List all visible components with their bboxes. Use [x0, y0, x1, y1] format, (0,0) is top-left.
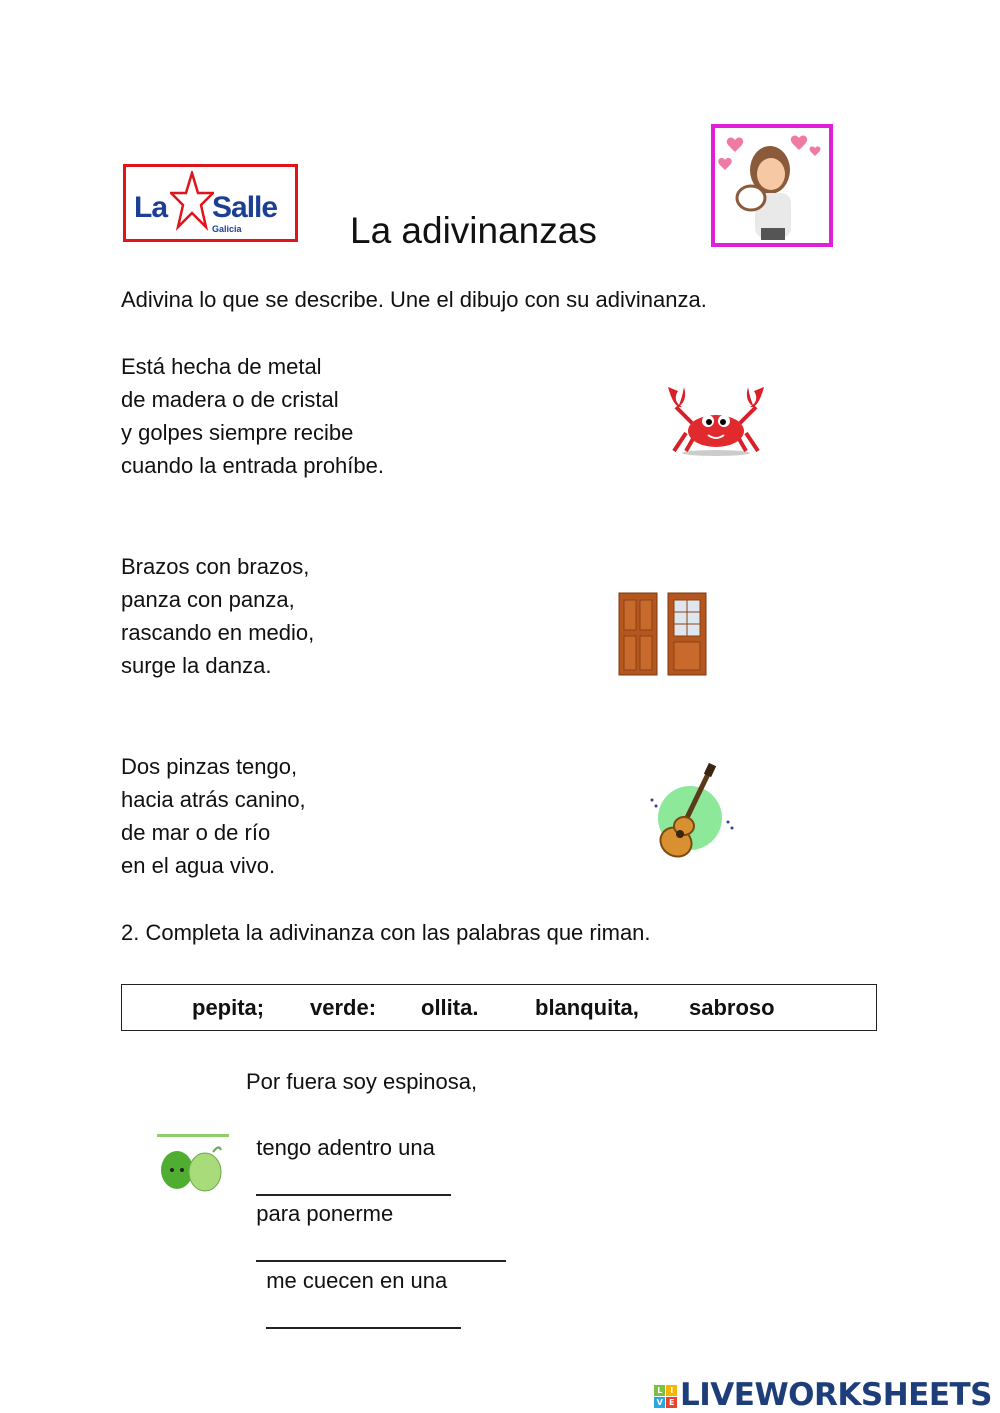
- word-bank-item: blanquita,: [535, 995, 639, 1020]
- word-bank-item: verde:: [310, 995, 377, 1020]
- logo-subtext: Galicia: [212, 224, 242, 234]
- word-bank: [121, 984, 877, 1031]
- page-title: La adivinanzas: [350, 210, 597, 251]
- word-bank-item: pepita;: [192, 995, 265, 1020]
- instruction-part2: 2. Completa la adivinanza con las palabras que riman.: [121, 920, 651, 945]
- la-salle-logo: La Salle Galicia: [123, 164, 298, 242]
- fruit-icon: [157, 1134, 231, 1199]
- riddle-line: cuando la entrada prohíbe.: [121, 453, 384, 478]
- word-bank-item: ollita.: [421, 995, 479, 1020]
- guitar-icon[interactable]: [640, 762, 740, 872]
- liveworksheets-logo: [654, 1377, 992, 1413]
- riddle-line: Está hecha de metal: [121, 354, 322, 379]
- riddle-line: Brazos con brazos,: [121, 554, 310, 579]
- crab-icon[interactable]: [664, 383, 768, 462]
- riddle-2: [121, 550, 314, 682]
- brand-name: LIVEWORKSHEETS: [680, 1377, 992, 1413]
- fill-line-1: Por fuera soy espinosa,: [246, 1069, 478, 1094]
- riddle-line: hacia atrás canino,: [121, 787, 306, 812]
- riddle-line: y golpes siempre recibe: [121, 420, 354, 445]
- riddle-line: de mar o de río: [121, 820, 271, 845]
- answer-blank-3[interactable]: [266, 1305, 461, 1329]
- instruction-part1: Adivina lo que se describe. Une el dibujo con su adivinanza.: [121, 287, 707, 312]
- riddle-line: panza con panza,: [121, 587, 295, 612]
- fill-line-2: tengo adentro una: [244, 1098, 451, 1197]
- star-icon: [170, 171, 214, 231]
- doors-icon[interactable]: [618, 592, 708, 682]
- riddle-3: [121, 750, 306, 882]
- riddle-line: de madera o de cristal: [121, 387, 339, 412]
- fill-line-4: me cuecen en una: [254, 1231, 461, 1330]
- riddle-line: en el agua vivo.: [121, 853, 276, 878]
- riddle-line: rascando en medio,: [121, 620, 315, 645]
- word-bank-item: sabroso: [689, 995, 775, 1020]
- riddle-line: Dos pinzas tengo,: [121, 754, 298, 779]
- riddle-line: surge la danza.: [121, 653, 272, 678]
- live-blocks-icon: L I V E: [654, 1385, 677, 1408]
- riddle-1: [121, 350, 384, 482]
- fill-line-3: para ponerme: [244, 1164, 506, 1263]
- avatar-image: [711, 124, 833, 247]
